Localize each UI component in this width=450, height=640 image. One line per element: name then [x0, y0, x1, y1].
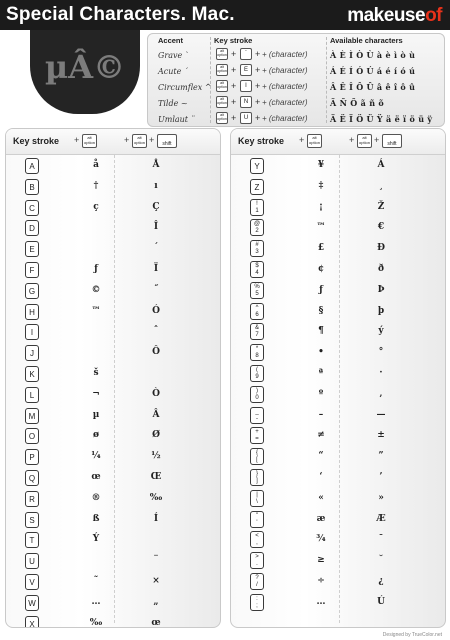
option-key-icon: alt option [216, 64, 228, 76]
option-character: ƒ [94, 264, 98, 274]
key-cap: % 5 [250, 282, 264, 299]
key-cap: F [25, 262, 39, 278]
header-bar [0, 0, 450, 30]
option-character: ¢ [317, 264, 325, 274]
plus-sign: + [231, 65, 237, 75]
badge-tab [30, 30, 140, 114]
logo-accent: of [425, 5, 442, 26]
option-shift-character: » [378, 492, 384, 503]
key-row [6, 282, 220, 302]
option-shift-character: ´ [153, 243, 159, 254]
shift-key-icon: shift [157, 134, 177, 148]
panel-title: Key stroke [238, 136, 285, 146]
option-character: ª [318, 368, 324, 378]
key-row [231, 157, 445, 177]
option-shift-character: Â [152, 409, 160, 420]
plus-sign: + [124, 135, 130, 145]
key-cap: I [25, 324, 39, 340]
option-shift-character: Œ [150, 472, 162, 482]
key-row [6, 469, 220, 489]
key-cap: * 8 [250, 344, 264, 361]
key-row [6, 365, 220, 385]
option-character: £ [317, 243, 325, 254]
option-shift-character: ˆ [153, 326, 159, 337]
right-keystroke-panel [230, 128, 446, 628]
key-row [6, 199, 220, 219]
keystroke-header: Key stroke [214, 36, 253, 45]
plus-sign: + [374, 135, 380, 145]
option-character: ‡ [318, 180, 324, 191]
key-row [6, 178, 220, 198]
key-row [231, 386, 445, 406]
key-cap: L [25, 387, 39, 403]
designer-credit: Designed by TrueColor.net [382, 632, 442, 638]
key-cap: W [25, 595, 39, 611]
key-cap: C [25, 200, 39, 216]
available-characters: À È Ì Ò Ù à è ì ò ù [330, 50, 416, 60]
key-cap: + = [250, 427, 264, 444]
key-row [6, 531, 220, 551]
option-shift-character: Ï [153, 264, 159, 274]
option-character: ¼ [91, 451, 101, 462]
option-character: † [93, 180, 99, 191]
key-row [231, 531, 445, 551]
option-shift-character: — [376, 409, 386, 420]
option-shift-character: Ô [152, 347, 160, 358]
accent-name: Circumflex ^ [158, 83, 212, 92]
panel-title: Key stroke [13, 136, 60, 146]
page-title: Special Characters. Mac. [6, 4, 235, 25]
plus-sign: + [231, 81, 237, 91]
key-cap: X [25, 616, 39, 628]
plus-sign: + [149, 135, 155, 145]
option-shift-character: × [152, 576, 160, 586]
accent-name: Tilde ~ [158, 99, 188, 108]
plus-sign: + [255, 97, 261, 107]
option-character: “ [318, 451, 324, 462]
option-character: µ [92, 409, 100, 420]
option-shift-character: ¿ [378, 576, 384, 586]
key-cap: G [25, 283, 39, 299]
key-row [6, 594, 220, 614]
option-shift-character: ý [378, 326, 384, 337]
option-character: § [318, 305, 324, 316]
option-character: ® [91, 492, 101, 503]
key-row [231, 178, 445, 198]
key-cap: ) 0 [250, 386, 264, 403]
option-shift-character: Å [152, 160, 160, 170]
option-shift-character: Ú [377, 596, 385, 607]
key-cap: Q [25, 470, 39, 486]
key-cap: U [240, 112, 252, 124]
key-cap: E [240, 64, 252, 76]
option-key-icon: alt option [82, 134, 97, 148]
option-key-icon: alt option [132, 134, 147, 148]
key-cap: V [25, 574, 39, 590]
option-character: ‰ [89, 617, 103, 628]
key-row [6, 303, 220, 323]
key-row [6, 448, 220, 468]
available-characters: Â Ê Î Ô Û â ê î ô û [330, 82, 416, 92]
option-shift-character: ½ [151, 451, 161, 462]
key-cap: R [25, 491, 39, 507]
key-cap: K [25, 366, 39, 382]
option-shift-character: Æ [376, 513, 386, 524]
key-cap: B [25, 179, 39, 195]
option-shift-character: ‰ [149, 492, 163, 503]
key-row [6, 240, 220, 260]
option-shift-character: € [377, 222, 385, 233]
key-cap: # 3 [250, 240, 264, 257]
option-character: œ [91, 472, 101, 482]
option-character: … [316, 596, 326, 607]
option-character: ¾ [316, 534, 326, 545]
option-character: ˜ [93, 576, 99, 586]
key-cap: " ' [250, 511, 264, 528]
option-character: š [93, 368, 99, 378]
option-character: ÷ [317, 576, 325, 586]
makeuseof-logo [347, 5, 442, 27]
option-character: ¶ [318, 326, 324, 337]
key-cap: J [25, 345, 39, 361]
plus-sign: + [74, 135, 80, 145]
key-cap: M [25, 408, 39, 424]
accent-name: Acute ´ [158, 67, 188, 76]
accent-name: Umlaut ¨ [158, 115, 195, 124]
option-shift-character: ’ [379, 472, 383, 482]
shift-key-icon: shift [382, 134, 402, 148]
option-character: © [91, 284, 101, 295]
key-cap: ! 1 [250, 199, 264, 216]
option-character: ç [93, 201, 99, 212]
option-shift-character: ¯ [378, 534, 384, 545]
key-row [231, 323, 445, 343]
key-row [231, 219, 445, 239]
option-character: … [91, 596, 101, 607]
key-row [231, 199, 445, 219]
character-placeholder: + (character) [262, 82, 308, 91]
plus-sign: + [231, 113, 237, 123]
key-cap: { [ [250, 448, 264, 465]
option-key-icon: alt option [216, 80, 228, 92]
badge-symbols: µÂ© [44, 48, 126, 86]
key-cap: ( 9 [250, 365, 264, 382]
key-cap: Y [250, 158, 264, 174]
option-shift-character: · [379, 368, 383, 378]
option-shift-character: ¨ [153, 555, 159, 566]
key-cap: O [25, 428, 39, 444]
character-placeholder: + (character) [262, 66, 308, 75]
option-character: ‘ [319, 472, 323, 482]
key-cap: @ 2 [250, 219, 264, 236]
key-cap: > . [250, 552, 264, 569]
key-cap: Z [250, 179, 264, 195]
key-cap: | \ [250, 490, 264, 507]
key-cap: & 7 [250, 323, 264, 340]
option-shift-character: Í [153, 513, 159, 524]
key-row [6, 427, 220, 447]
key-cap: < , [250, 531, 264, 548]
option-shift-character: Î [153, 222, 159, 233]
key-row [231, 303, 445, 323]
key-row [231, 344, 445, 364]
key-cap: _ - [250, 407, 264, 424]
key-row [6, 511, 220, 531]
key-row [6, 573, 220, 593]
option-shift-character: ± [377, 430, 385, 441]
plus-sign: + [255, 81, 261, 91]
key-cap: P [25, 449, 39, 465]
key-cap: : ; [250, 594, 264, 611]
option-key-icon: alt option [357, 134, 372, 148]
accent-row [148, 79, 446, 96]
option-character: ™ [316, 222, 326, 233]
option-shift-character: ° [378, 347, 384, 358]
plus-sign: + [349, 135, 355, 145]
key-cap: S [25, 512, 39, 528]
option-character: ¬ [92, 388, 100, 399]
key-row [6, 490, 220, 510]
accent-row [148, 95, 446, 112]
option-shift-character: „ [153, 596, 159, 607]
key-row [231, 407, 445, 427]
key-row [231, 469, 445, 489]
available-characters: Ã Ñ Õ ã ñ õ [330, 98, 385, 108]
accent-name: Grave ` [158, 51, 189, 60]
logo-text: makeuse [347, 5, 426, 26]
available-characters: Á É Í Ó Ú á é í ó ú [330, 66, 416, 76]
option-character: ™ [91, 305, 101, 316]
option-character: « [318, 492, 324, 503]
plus-sign: + [255, 49, 261, 59]
option-shift-character: Ø [152, 430, 160, 441]
key-row [231, 282, 445, 302]
plus-sign: + [255, 65, 261, 75]
key-cap: } ] [250, 469, 264, 486]
option-key-icon: alt option [307, 134, 322, 148]
accent-table [147, 33, 445, 127]
key-row [231, 427, 445, 447]
option-character: Ý [92, 534, 100, 545]
key-row [231, 365, 445, 385]
option-shift-character: ¸ [378, 180, 384, 191]
option-key-icon: alt option [216, 96, 228, 108]
option-shift-character: Ç [152, 201, 160, 212]
accent-row [148, 63, 446, 80]
option-shift-character: ” [378, 451, 384, 462]
option-shift-character: Ž [377, 201, 385, 212]
left-keystroke-panel [5, 128, 221, 628]
key-row [6, 344, 220, 364]
key-cap: ` [240, 48, 252, 60]
option-character: – [318, 409, 324, 420]
option-shift-character: ˝ [153, 284, 159, 295]
option-shift-character: þ [377, 305, 385, 316]
option-character: ø [92, 430, 99, 441]
key-cap: N [240, 96, 252, 108]
option-character: ¡ [319, 201, 323, 212]
plus-sign: + [299, 135, 305, 145]
option-shift-character: ‚ [379, 388, 383, 399]
key-row [231, 490, 445, 510]
key-row [231, 594, 445, 614]
option-character: • [318, 347, 324, 358]
option-character: ß [92, 513, 100, 524]
accent-row [148, 111, 446, 128]
option-key-icon: alt option [216, 48, 228, 60]
option-shift-character: ı [154, 180, 158, 191]
panel-header [6, 129, 220, 155]
option-character: ¥ [317, 160, 325, 170]
character-placeholder: + (character) [262, 98, 308, 107]
key-cap: H [25, 304, 39, 320]
plus-sign: + [231, 49, 237, 59]
option-character: æ [316, 513, 326, 524]
character-placeholder: + (character) [262, 50, 308, 59]
option-shift-character: Ó [152, 305, 160, 316]
plus-sign: + [231, 97, 237, 107]
plus-sign: + [255, 113, 261, 123]
key-cap: A [25, 158, 39, 174]
key-cap: E [25, 241, 39, 257]
key-row [231, 261, 445, 281]
option-character: å [93, 160, 99, 170]
key-cap: D [25, 220, 39, 236]
available-characters: Ä Ë Ï Ö Ü Ÿ ä ë ï ö ü ÿ [330, 114, 433, 124]
available-header: Available characters [330, 36, 403, 45]
option-key-icon: alt option [216, 112, 228, 124]
key-row [6, 386, 220, 406]
key-row [6, 261, 220, 281]
option-shift-character: Ò [152, 388, 160, 399]
key-row [6, 157, 220, 177]
key-row [6, 407, 220, 427]
accent-header: Accent [158, 36, 184, 45]
option-shift-character: ð [377, 264, 384, 274]
key-row [6, 219, 220, 239]
key-row [231, 552, 445, 572]
option-character: ≠ [317, 430, 325, 441]
key-row [231, 240, 445, 260]
key-row [6, 552, 220, 572]
option-shift-character: œ [151, 617, 161, 628]
key-row [231, 448, 445, 468]
key-cap: U [25, 553, 39, 569]
key-cap: T [25, 532, 39, 548]
character-placeholder: + (character) [262, 114, 308, 123]
option-character: º [318, 388, 324, 399]
key-cap: ? / [250, 573, 264, 590]
option-shift-character: Ð [377, 243, 385, 254]
key-cap: I [240, 80, 252, 92]
option-shift-character: Á [377, 160, 385, 170]
accent-row [148, 47, 446, 64]
option-shift-character: ˘ [378, 555, 384, 566]
key-cap: $ 4 [250, 261, 264, 278]
option-character: ≥ [317, 555, 325, 566]
option-shift-character: Þ [377, 284, 385, 295]
key-row [6, 615, 220, 628]
option-character: ƒ [319, 284, 323, 295]
key-row [231, 511, 445, 531]
key-row [6, 323, 220, 343]
key-row [231, 573, 445, 593]
panel-header [231, 129, 445, 155]
key-cap: ^ 6 [250, 303, 264, 320]
